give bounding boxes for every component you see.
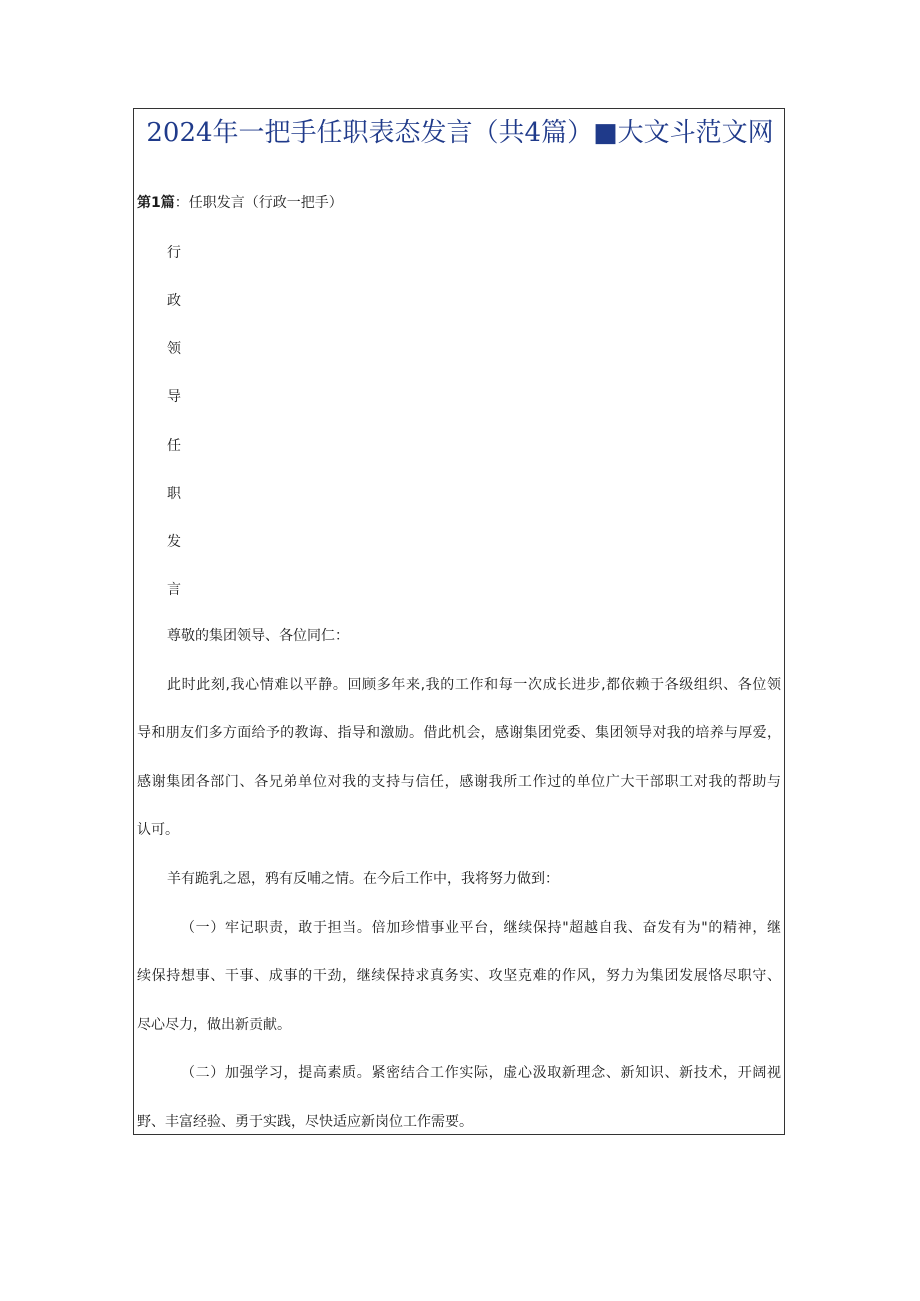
paragraph-line: 羊有跪乳之恩，鸦有反哺之情。在今后工作中，我将努力做到： [167, 871, 559, 887]
paragraph-line: 认可。 [137, 822, 179, 838]
document-title: 2024年一把手任职表态发言（共4篇）■大文斗范文网 [146, 118, 774, 148]
vertical-heading-char: 言 [167, 582, 181, 598]
vertical-heading-char: 导 [167, 389, 181, 405]
salutation: 尊敬的集团领导、各位同仁： [167, 628, 349, 644]
paragraph-line: 尽心尽力，做出新贡献。 [137, 1017, 291, 1033]
paragraph-line: 野、丰富经验、勇于实践，尽快适应新岗位工作需要。 [137, 1114, 473, 1130]
vertical-heading-char: 任 [167, 438, 181, 454]
paragraph-line: 感谢集团各部门、各兄弟单位对我的支持与信任，感谢我所工作过的单位广大干部职工对我的帮助与 [137, 774, 781, 790]
vertical-heading-char: 发 [167, 534, 181, 550]
vertical-heading-char: 政 [167, 293, 181, 309]
paragraph-line: 导和朋友们多方面给予的教诲、指导和激励。借此机会，感谢集团党委、集团领导对我的培养与厚爱， [137, 725, 781, 741]
paragraph-line: （二）加强学习，提高素质。紧密结合工作实际，虚心汲取新理念、新知识、新技术，开阔视 [181, 1065, 781, 1081]
vertical-heading-char: 行 [167, 245, 181, 261]
paragraph-line: （一）牢记职责，敢于担当。倍加珍惜事业平台，继续保持"超越自我、奋发有为"的精神，继 [181, 920, 781, 936]
section-heading [137, 193, 343, 213]
section-title: ：任职发言（行政一把手） [174, 195, 343, 211]
vertical-heading-char: 职 [167, 486, 181, 502]
section-label: 第1篇 [137, 195, 175, 211]
vertical-heading-char: 领 [167, 341, 181, 357]
paragraph-line: 续保持想事、干事、成事的干劲，继续保持求真务实、攻坚克难的作风，努力为集团发展恪尽职守、 [137, 968, 781, 984]
paragraph-line: 此时此刻,我心情难以平静。回顾多年来,我的工作和每一次成长进步,都依赖于各级组织、各位领 [167, 677, 781, 693]
